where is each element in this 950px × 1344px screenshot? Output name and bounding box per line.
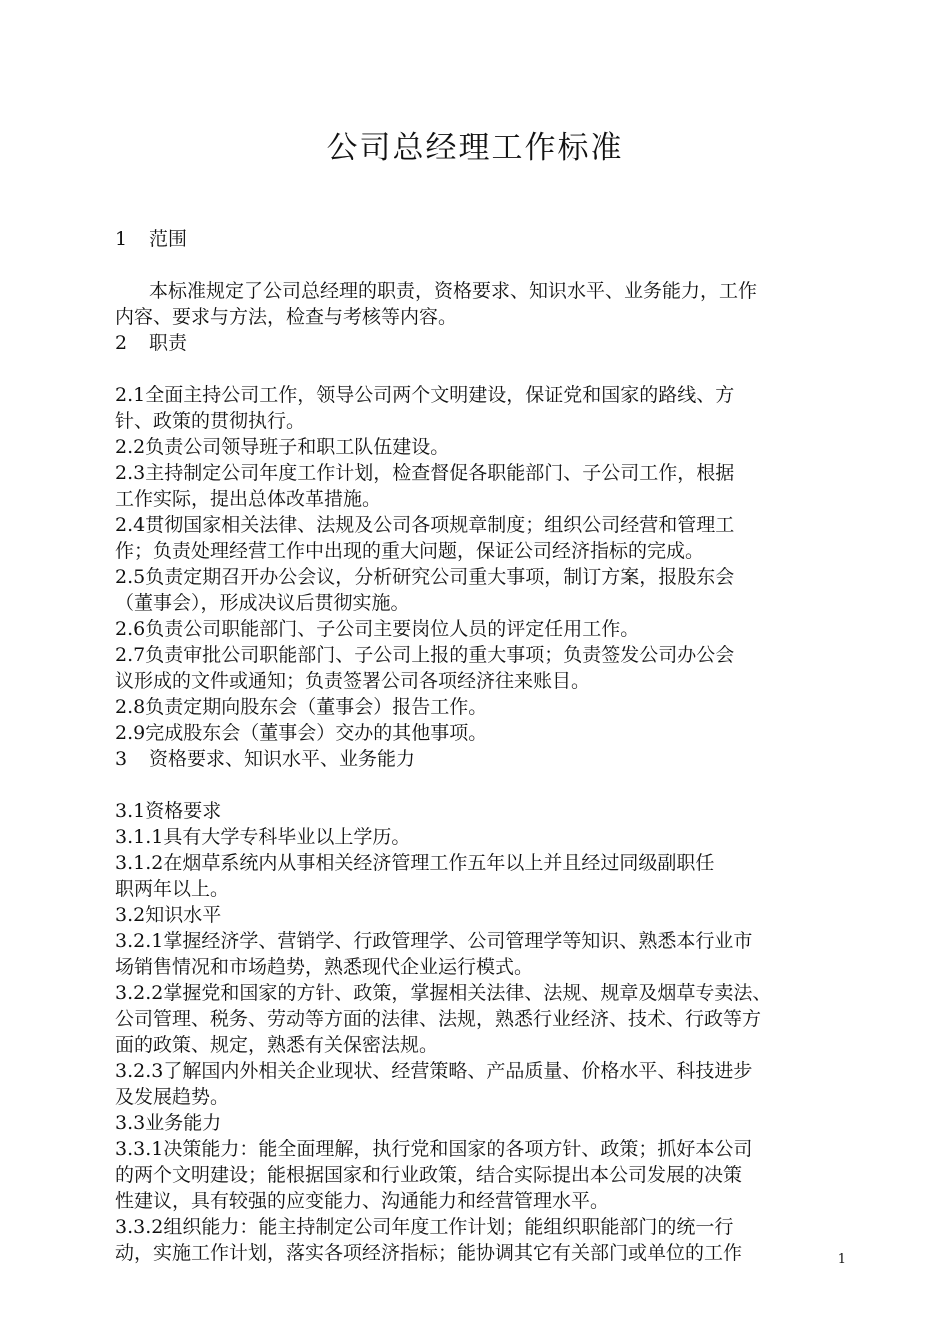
clause-line: 职两年以上。 <box>115 878 230 900</box>
clause-line: 及发展趋势。 <box>115 1086 230 1108</box>
clause-line: 2.7负责审批公司职能部门、子公司上报的重大事项；负责签发公司办公会 <box>115 644 735 666</box>
clause-line: 2.3主持制定公司年度工作计划，检查督促各职能部门、子公司工作，根据 <box>115 462 735 484</box>
clause-line: 议形成的文件或通知；负责签署公司各项经济往来账目。 <box>115 670 591 692</box>
section-number: 3 <box>115 748 128 770</box>
document-body <box>115 226 840 1266</box>
clause-line: 2.2负责公司领导班子和职工队伍建设。 <box>115 436 450 458</box>
section-1-heading <box>115 226 840 252</box>
clause-line: 3.1.1具有大学专科毕业以上学历。 <box>115 826 411 848</box>
section-number: 2 <box>115 332 128 354</box>
spacer <box>115 356 840 382</box>
clause-line: 作；负责处理经营工作中出现的重大问题，保证公司经济指标的完成。 <box>115 540 705 562</box>
subsection-heading: 3.3业务能力 <box>115 1112 222 1134</box>
clause-line: 性建议，具有较强的应变能力、沟通能力和经营管理水平。 <box>115 1190 610 1212</box>
spacer <box>115 252 840 278</box>
section-title: 范围 <box>149 228 188 250</box>
clause-line: 3.1.2在烟草系统内从事相关经济管理工作五年以上并且经过同级副职任 <box>115 852 715 874</box>
clause-line: 3.2.2掌握党和国家的方针、政策，掌握相关法律、法规、规章及烟草专卖法、 <box>115 982 772 1004</box>
section-title: 资格要求、知识水平、业务能力 <box>149 748 416 770</box>
page-number: 1 <box>837 1252 846 1267</box>
section-3-heading <box>115 746 840 772</box>
clause-line: 的两个文明建设；能根据国家和行业政策，结合实际提出本公司发展的决策 <box>115 1164 743 1186</box>
clause-line: 2.5负责定期召开办公会议，分析研究公司重大事项，制订方案，报股东会 <box>115 566 735 588</box>
clause-line: （董事会），形成决议后贯彻实施。 <box>115 592 410 614</box>
document-title: 公司总经理工作标准 <box>326 130 624 166</box>
clause-line: 3.3.1决策能力：能全面理解，执行党和国家的各项方针、政策；抓好本公司 <box>115 1138 753 1160</box>
subsection-heading: 3.2知识水平 <box>115 904 222 926</box>
clause-line: 工作实际，提出总体改革措施。 <box>115 488 382 510</box>
clause-line: 面的政策、规定，熟悉有关保密法规。 <box>115 1034 439 1056</box>
subsection-heading: 3.1资格要求 <box>115 800 222 822</box>
clause-line: 场销售情况和市场趋势，熟悉现代企业运行模式。 <box>115 956 534 978</box>
paragraph-line: 本标准规定了公司总经理的职责，资格要求、知识水平、业务能力，工作 <box>149 280 758 302</box>
clause-line: 2.8负责定期向股东会（董事会）报告工作。 <box>115 696 488 718</box>
section-2-heading <box>115 330 840 356</box>
clause-line: 2.4贯彻国家相关法律、法规及公司各项规章制度；组织公司经营和管理工 <box>115 514 735 536</box>
clause-line: 2.6负责公司职能部门、子公司主要岗位人员的评定任用工作。 <box>115 618 640 640</box>
clause-line: 2.1全面主持公司工作，领导公司两个文明建设，保证党和国家的路线、方 <box>115 384 735 406</box>
clause-line: 针、政策的贯彻执行。 <box>115 410 306 432</box>
paragraph-line: 内容、要求与方法，检查与考核等内容。 <box>115 306 458 328</box>
clause-line: 3.3.2组织能力：能主持制定公司年度工作计划；能组织职能部门的统一行 <box>115 1216 734 1238</box>
section-title: 职责 <box>149 332 188 354</box>
clause-line: 2.9完成股东会（董事会）交办的其他事项。 <box>115 722 488 744</box>
section-number: 1 <box>115 228 128 250</box>
clause-line: 3.2.1掌握经济学、营销学、行政管理学、公司管理学等知识、熟悉本行业市 <box>115 930 753 952</box>
clause-line: 动，实施工作计划，落实各项经济指标；能协调其它有关部门或单位的工作 <box>115 1242 743 1264</box>
clause-line: 3.2.3了解国内外相关企业现状、经营策略、产品质量、价格水平、科技进步 <box>115 1060 753 1082</box>
clause-line: 公司管理、税务、劳动等方面的法律、法规，熟悉行业经济、技术、行政等方 <box>115 1008 762 1030</box>
spacer <box>115 772 840 798</box>
